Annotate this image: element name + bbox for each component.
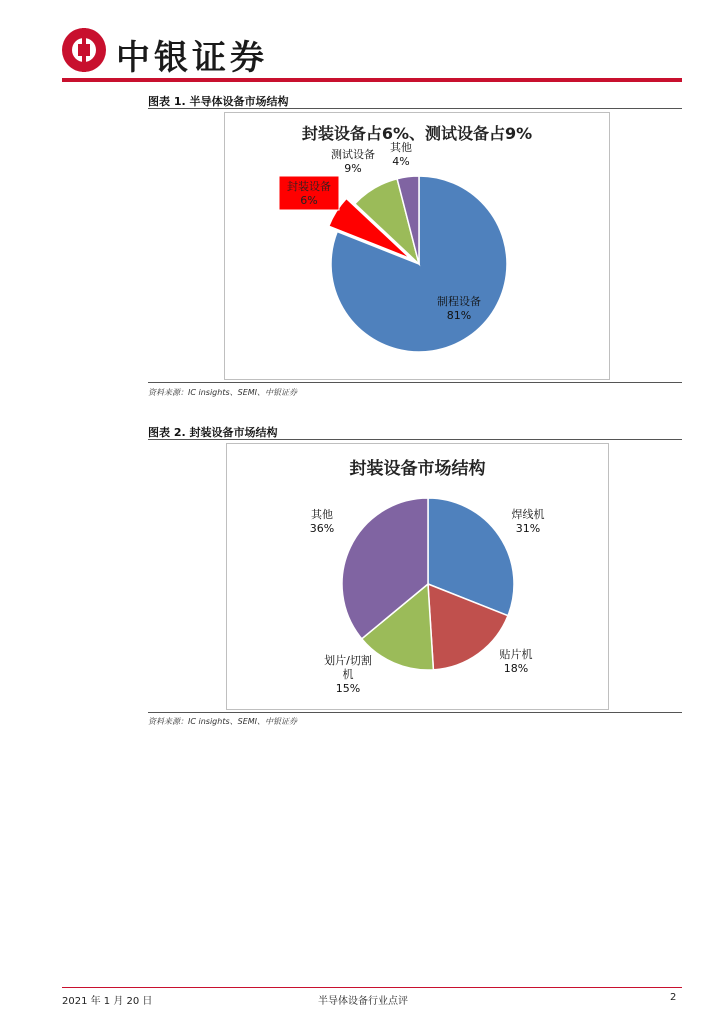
figure-2-top-rule [148,439,682,440]
bank-logo-icon [62,28,106,72]
svg-text:15%: 15% [335,682,361,695]
svg-text:制程设备: 制程设备 [437,295,481,308]
figure-1-bottom-rule [148,382,682,383]
svg-text:封装设备: 封装设备 [287,180,331,193]
page-header [62,28,682,83]
svg-text:81%: 81% [446,309,472,322]
svg-text:其他: 其他 [390,141,412,154]
chart-2-slice-3-label [324,653,372,695]
chart-1-frame [224,112,610,380]
svg-text:4%: 4% [392,155,410,168]
figure-1-source: 资料来源：IC insights、SEMI、中银证券 [148,388,298,397]
svg-text:测试设备: 测试设备 [331,148,375,161]
footer-divider [62,987,682,988]
chart-2 [227,444,608,709]
chart-1 [225,113,609,379]
chart-1-slice-4-label [390,140,412,168]
chart-2-frame [226,443,609,710]
figure-2-source: 资料来源：IC insights、SEMI、中银证券 [148,717,298,726]
svg-text:18%: 18% [503,662,529,675]
chart-1-slice-2-label [279,176,339,210]
chart-2-title: 封装设备市场结构 [349,459,486,479]
svg-text:36%: 36% [309,522,335,535]
svg-text:划片/切割: 划片/切割 [324,654,372,667]
chart-2-slice-1-label [512,507,545,535]
svg-text:焊线机: 焊线机 [511,508,545,521]
chart-2-slice-4-label [310,507,334,535]
svg-text:31%: 31% [515,522,541,535]
header-divider [62,78,682,82]
svg-text:9%: 9% [344,162,362,175]
chart-1-slice-3-label [331,147,375,175]
footer-page-number: 2 [670,992,677,1003]
svg-text:6%: 6% [300,194,318,207]
brand-name: 中银证券 [116,38,268,78]
figure-1-top-rule [148,108,682,109]
figure-1-title: 图表 1. 半导体设备市场结构 [148,95,289,108]
footer-report-name: 半导体设备行业点评 [318,996,408,1007]
svg-text:贴片机: 贴片机 [499,648,533,661]
figure-2-bottom-rule [148,712,682,713]
footer-date: 2021 年 1 月 20 日 [62,996,153,1007]
svg-text:机: 机 [342,668,354,681]
chart-2-slice-2-label [500,647,533,675]
chart-1-title: 封装设备占6%、测试设备占9% [301,124,533,143]
figure-2-title: 图表 2. 封装设备市场结构 [148,426,278,439]
svg-text:其他: 其他 [311,508,333,521]
